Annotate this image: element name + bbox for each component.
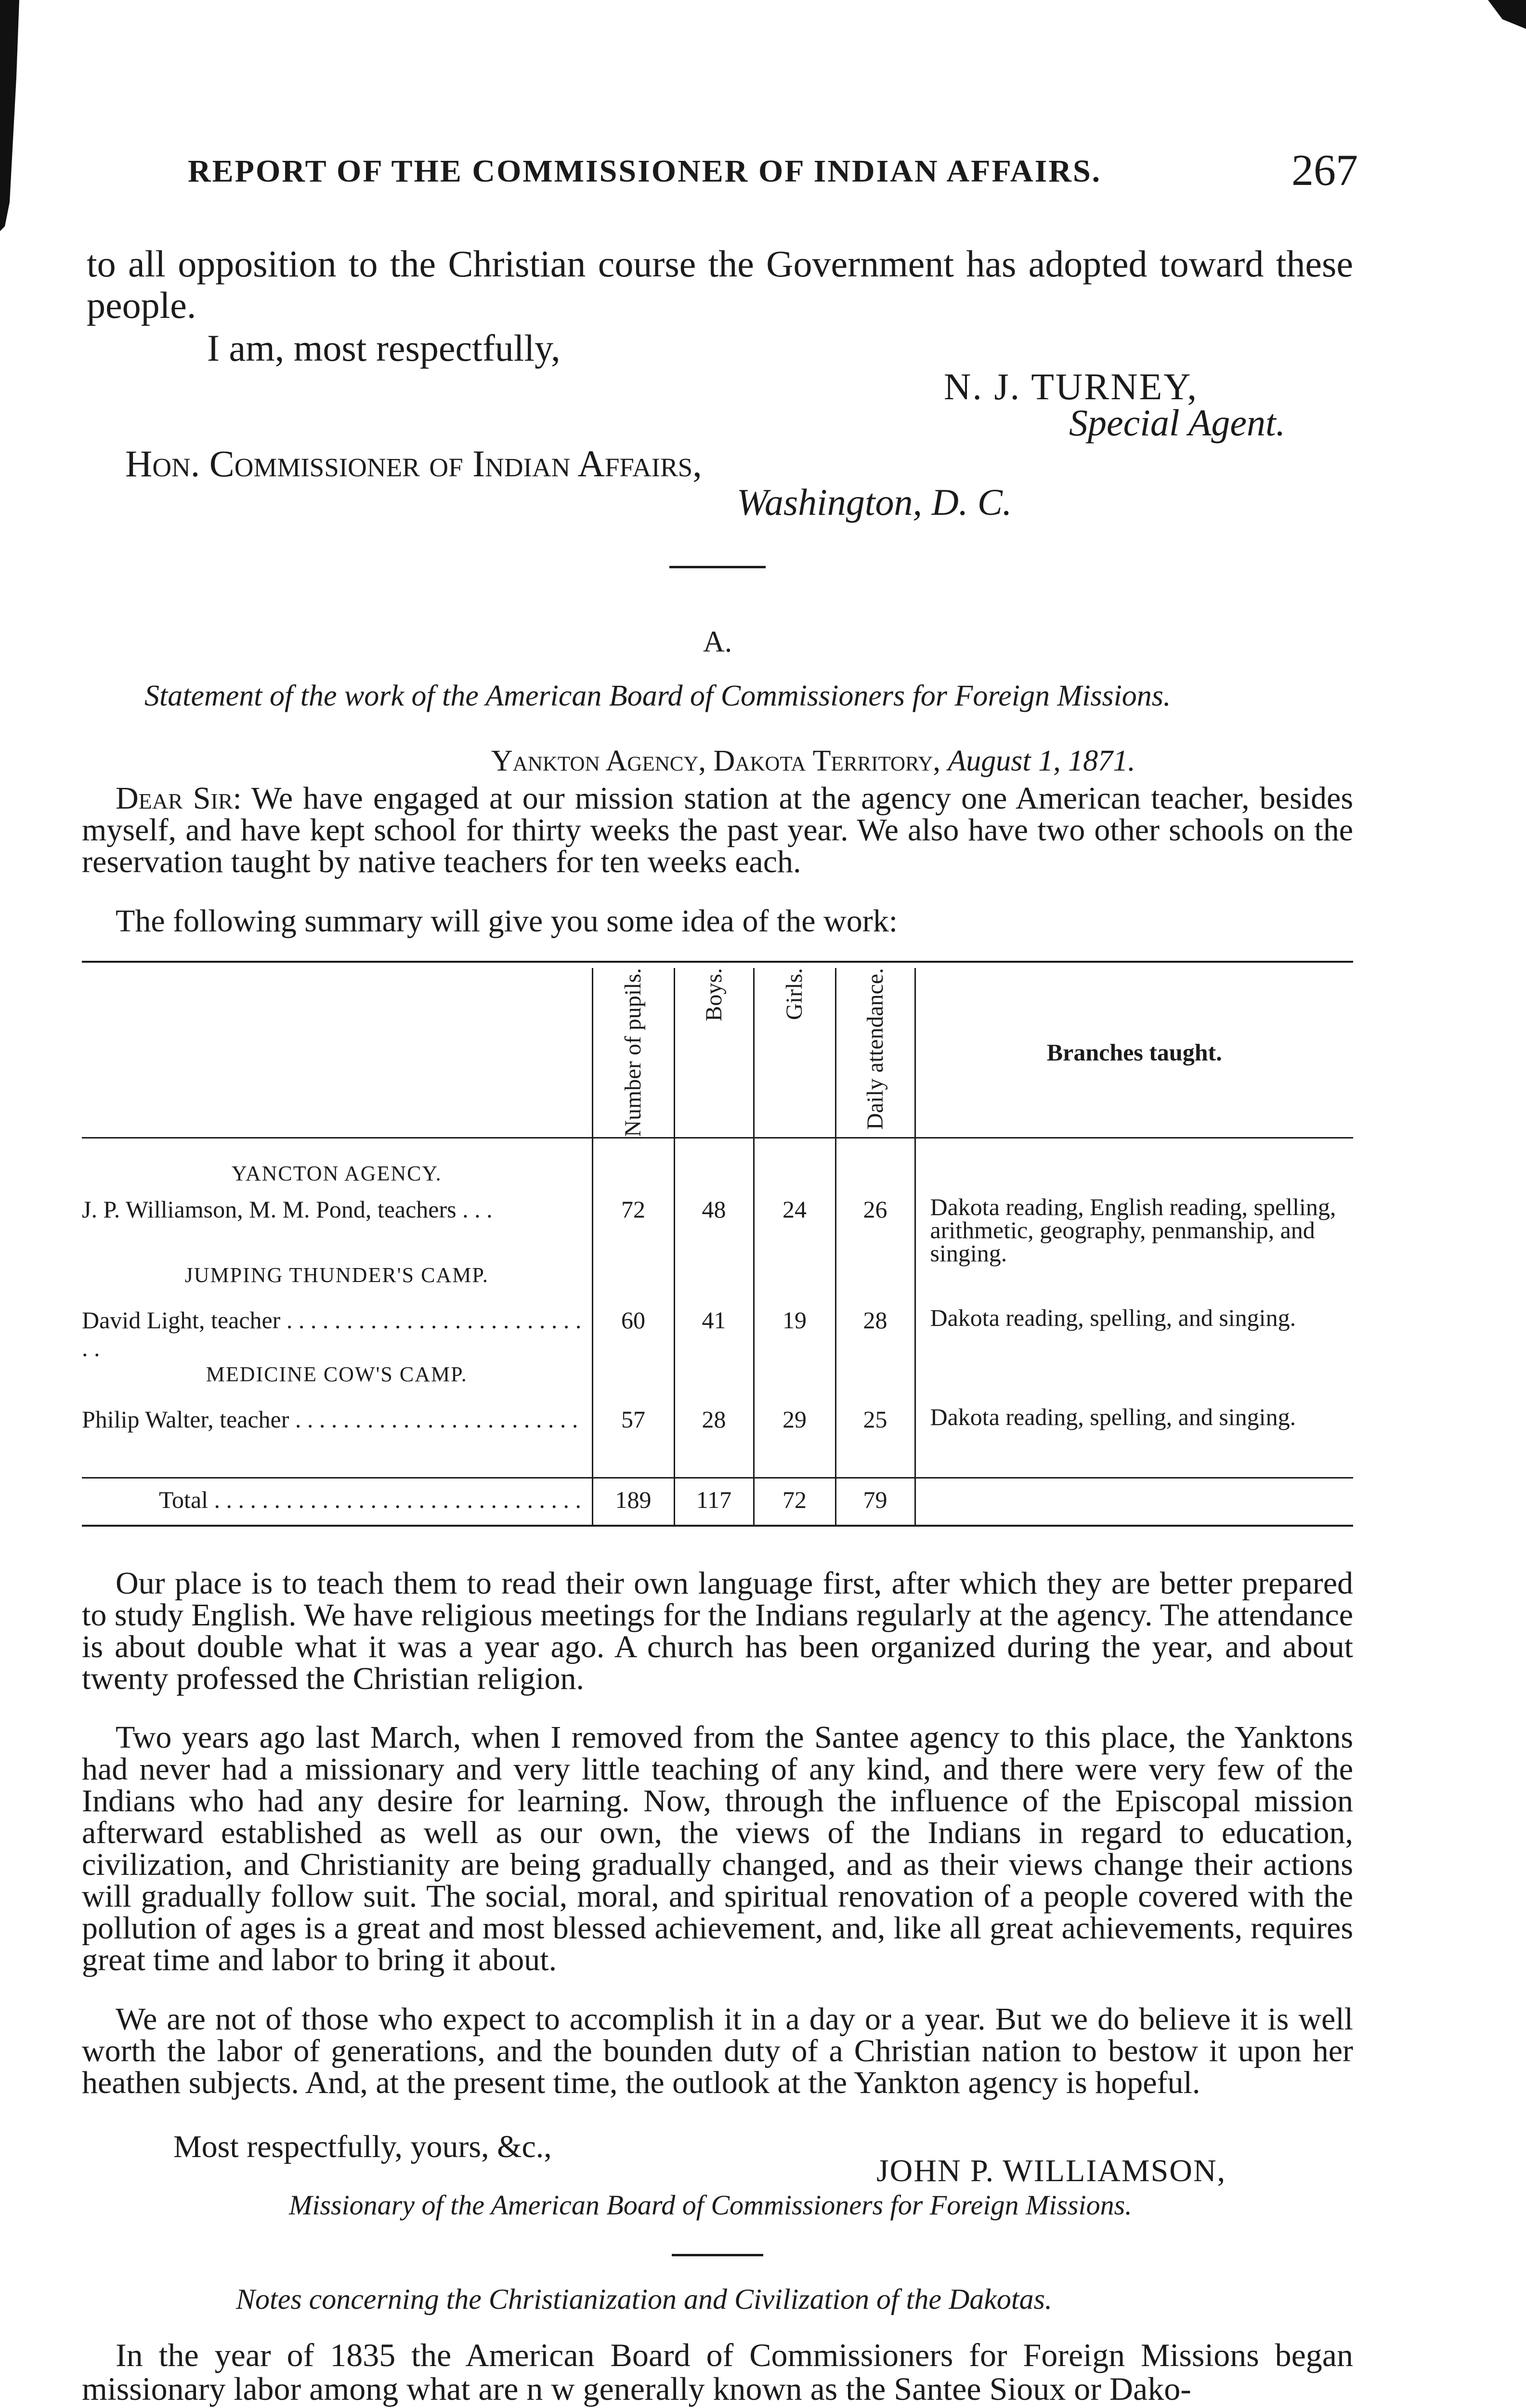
summary-table xyxy=(82,968,1353,1527)
total-row xyxy=(82,1478,1353,1526)
total-pupils: 189 xyxy=(592,1478,674,1526)
boys-cell: 48 xyxy=(674,1195,754,1263)
camp-row xyxy=(82,1362,1353,1396)
branches-cell: Dakota reading, English reading, spelling, arithmetic, geography, penmanship, and singing. xyxy=(915,1195,1353,1292)
camp-row xyxy=(82,1138,1353,1195)
letter2-closing: Most respectfully, yours, &c., xyxy=(173,2129,552,2164)
camp-label: YANCTON AGENCY. xyxy=(231,1162,442,1186)
letter1-addressee: Hon. Commissioner of Indian Affairs, xyxy=(125,443,702,484)
section-title: Statement of the work of the American Board of Commissioners for Foreign Missions. xyxy=(144,680,1171,712)
left-binding-edge xyxy=(0,0,19,231)
dateline-date: August 1, 1871. xyxy=(948,745,1135,777)
header-blank xyxy=(82,968,592,1138)
letter1-closing: I am, most respectfully, xyxy=(207,327,561,369)
pupils-cell: 57 xyxy=(592,1396,674,1478)
header-daily: Daily attendance. xyxy=(835,968,915,1138)
girls-cell: 29 xyxy=(754,1396,835,1478)
salutation: Dear Sir: xyxy=(116,781,242,816)
dateline xyxy=(491,744,1135,778)
table-row xyxy=(82,1195,1353,1263)
boys-cell: 28 xyxy=(674,1396,754,1478)
letter1-addressee-place: Washington, D. C. xyxy=(737,481,1012,523)
table-top-rule xyxy=(82,961,1353,963)
letter2-para1: Our place is to teach them to read their own language first, after which they are better prepared to study English. We have religious meetings for the Indians regularly at the agency. The attendance is about double what it was a year ago. A church has been organized during the year, and about twenty professed the Christian religion. xyxy=(82,1566,1353,1696)
teacher-cell: David Light, teacher . . . . . . . . . . . . . . . . . . . . . . . . . . . xyxy=(82,1307,582,1362)
letter1-signer-name: N. J. TURNEY, xyxy=(944,366,1199,407)
branches-cell: Dakota reading, spelling, and singing. xyxy=(915,1396,1353,1478)
letter1-signer-title: Special Agent. xyxy=(1069,402,1286,444)
header-branches: Branches taught. xyxy=(915,968,1353,1138)
total-boys: 117 xyxy=(674,1478,754,1526)
girls-cell: 24 xyxy=(754,1195,835,1263)
header-boys: Boys. xyxy=(674,968,754,1138)
header-girls: Girls. xyxy=(754,968,835,1138)
total-daily: 79 xyxy=(835,1478,915,1526)
total-girls: 72 xyxy=(754,1478,835,1526)
boys-cell: 41 xyxy=(674,1292,754,1362)
total-label-cell: Total . . . . . . . . . . . . . . . . . . . . . . . . . . . . . . . xyxy=(159,1486,582,1513)
table-header-row xyxy=(82,968,1353,1138)
header-pupils: Number of pupils. xyxy=(592,968,674,1138)
daily-cell: 28 xyxy=(835,1292,915,1362)
camp-label: MEDICINE COW'S CAMP. xyxy=(206,1362,468,1387)
girls-cell: 19 xyxy=(754,1292,835,1362)
notes-para1: In the year of 1835 the American Board of Commissioners for Foreign Missions began missionary labor among what are n w generally known as the Santee Sioux or Dako- xyxy=(82,2337,1353,2407)
section-letter: A. xyxy=(703,626,732,658)
running-title: REPORT OF THE COMMISSIONER OF INDIAN AFFAIRS. xyxy=(188,154,1102,189)
letter2-para3: We are not of those who expect to accomplish it in a day or a year. But we do believe it is well worth the labor of generations, and the bounden duty of a Christian nation to bestow it upon her heathen subjects. And, at the present time, the outlook at the Yankton agency is hopeful. xyxy=(82,2002,1353,2100)
top-right-corner-mark xyxy=(1488,0,1526,29)
table-row xyxy=(82,1396,1353,1478)
letter2-para2: Two years ago last March, when I removed from the Santee agency to this place, the Yanktons had never had a missionary and very little teaching of any kind, and there were very few of the Indians who had any desire for learning. Now, through the influence of the Episcopal mission afterward established as well as our own, the views of the Indians in regard to education, civilization, and Christianity are being gradually changed, and as their views change their actions will gradually follow suit. The social, moral, and spiritual renovation of a people covered with the pollution of ages is a great and most blessed achievement, and, like all great achievements, requires great time and labor to bring it about. xyxy=(82,1720,1353,1977)
page-number: 267 xyxy=(1291,145,1358,195)
notes-title: Notes concerning the Christianization and Civilization of the Dakotas. xyxy=(236,2283,1052,2315)
running-header xyxy=(188,145,1358,195)
daily-cell: 26 xyxy=(835,1195,915,1263)
para1-text: We have engaged at our mission station at the agency one American teacher, besides myself, and have kept school for thirty weeks the past year. We also have two other schools on the reservation taught by native teachers for ten weeks each. xyxy=(82,781,1354,879)
letter2-signer-name: JOHN P. WILLIAMSON, xyxy=(876,2153,1226,2188)
notes-divider xyxy=(672,2254,763,2256)
dateline-place: Yankton Agency, Dakota Territory, xyxy=(491,745,940,777)
letter2-signer-title: Missionary of the American Board of Commissioners for Foreign Missions. xyxy=(289,2189,1132,2221)
daily-cell: 25 xyxy=(835,1396,915,1478)
section-para2: The following summary will give you some idea of the work: xyxy=(116,903,898,939)
section-para1 xyxy=(82,783,1353,878)
section-divider xyxy=(669,566,766,568)
branches-cell: Dakota reading, spelling, and singing. xyxy=(915,1292,1353,1362)
camp-label: JUMPING THUNDER'S CAMP. xyxy=(184,1263,489,1287)
teacher-cell: J. P. Williamson, M. M. Pond, teachers . . . xyxy=(82,1196,493,1223)
pupils-cell: 72 xyxy=(592,1195,674,1263)
letter1-continuation: to all opposition to the Christian course the Government has adopted toward these people. xyxy=(87,243,1353,326)
teacher-cell: Philip Walter, teacher . . . . . . . . . . . . . . . . . . . . . . . . xyxy=(82,1406,578,1433)
table-row xyxy=(82,1292,1353,1362)
pupils-cell: 60 xyxy=(592,1292,674,1362)
